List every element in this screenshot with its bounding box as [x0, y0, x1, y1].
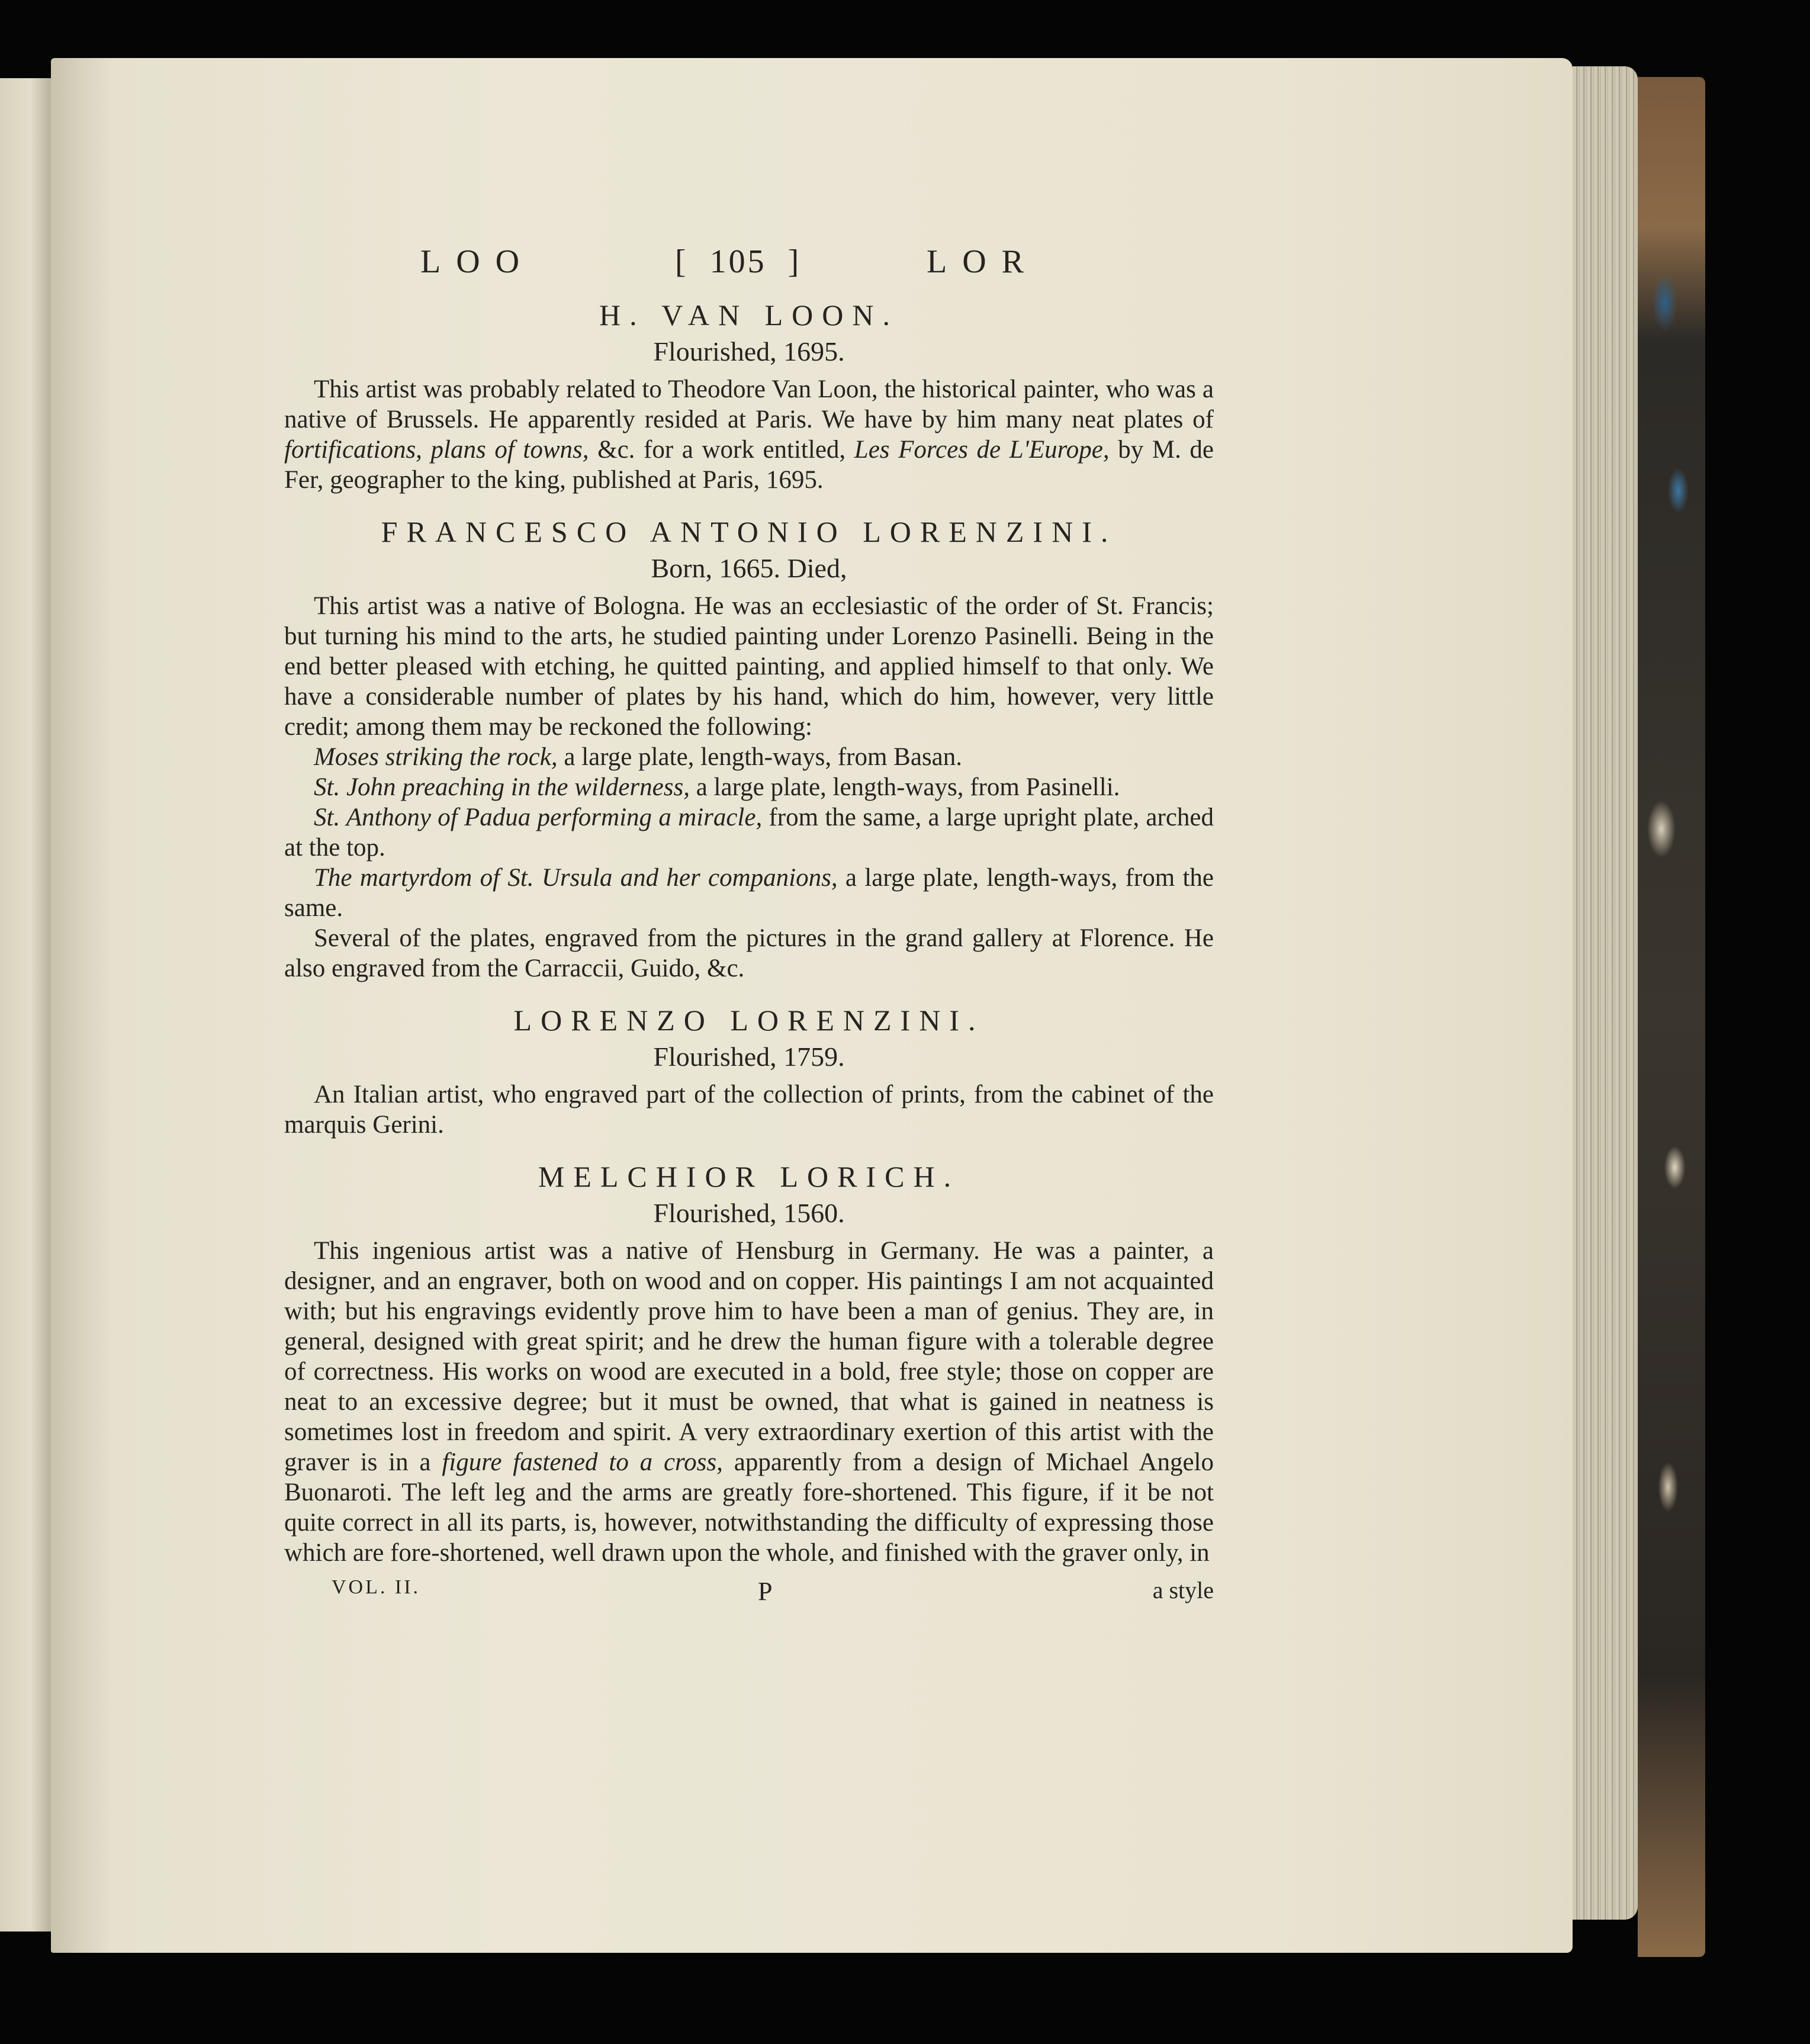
entry-date: Born, 1665. Died,	[651, 553, 847, 583]
signature-mark: P	[758, 1577, 773, 1606]
entry-date: Flourished, 1695.	[653, 336, 845, 367]
page-stack-edges	[1573, 66, 1638, 1920]
entry-paragraph: Several of the plates, engraved from the pictures in the grand gallery at Florence. He also engraved from the Carraccii, Guido, &c.	[284, 924, 1214, 982]
running-head-left: LOO	[420, 243, 535, 280]
page-text	[284, 243, 1214, 1612]
work-item: St. John preaching in the wilderness, a large plate, length-ways, from Pasinelli.	[314, 773, 1120, 801]
page-footer	[284, 1576, 1214, 1612]
entry-title: LORENZO LORENZINI.	[513, 1004, 985, 1037]
volume-marker: VOL. II.	[332, 1576, 421, 1598]
marbled-binding	[1638, 77, 1705, 1957]
work-item: St. Anthony of Padua performing a miracle, from the same, a large upright plate, arched at the top.	[284, 804, 1214, 862]
entry-date: Flourished, 1759.	[653, 1042, 845, 1072]
entry-title: FRANCESCO ANTONIO LORENZINI.	[381, 515, 1117, 548]
page-number: [ 105 ]	[675, 243, 802, 280]
entry-paragraph: This ingenious artist was a native of Hensburg in Germany. He was a painter, a designer, and an engraver, both on wood and on copper. His paintings I am not acquainted with; but his engravings evidently prove him to have been a man of genius. They are, in general, designed with great spirit; and he drew the human figure with a tolerable degree of correctness. His works on wood are executed in a bold, free style; those on copper are neat to an excessive degree; but it must be owned, that what is gained in neatness is sometimes lost in freedom and spirit. A very extraordinary exertion of this artist with the graver is in a figure fastened to a cross, apparently from a design of Michael Angelo Buonaroti. The left leg and the arms are greatly fore-shortened. This figure, if it be not quite correct in all its parts, is, however, notwithstanding the difficulty of expressing those which are fore-shortened, well drawn upon the whole, and finished with the graver only, in	[284, 1237, 1214, 1567]
catchword: a style	[1152, 1577, 1214, 1603]
running-head	[284, 243, 1214, 296]
entry-date: Flourished, 1560.	[653, 1198, 845, 1228]
work-item: Moses striking the rock, a large plate, length-ways, from Basan.	[314, 743, 963, 771]
entry-title: MELCHIOR LORICH.	[538, 1160, 960, 1193]
entry-paragraph: This artist was a native of Bologna. He was an ecclesiastic of the order of St. Francis; but turning his mind to the arts, he studied painting under Lorenzo Pasinelli. Being in the end better pleased with etching, he quitted painting, and applied himself to that only. We have a considerable number of plates by his hand, which do him, however, very little credit; among them may be reckoned the following:	[284, 592, 1214, 741]
entry-paragraph: This artist was probably related to Theodore Van Loon, the historical painter, who was a native of Brussels. He apparently resided at Paris. We have by him many neat plates of fortifications, plans of towns, &c. for a work entitled, Les Forces de L'Europe, by M. de Fer, geographer to the king, published at Paris, 1695.	[284, 375, 1214, 494]
running-head-right: LOR	[927, 243, 1039, 280]
work-item: The martyrdom of St. Ursula and her companions, a large plate, length-ways, from the same.	[284, 864, 1214, 922]
left-page-edge	[0, 78, 51, 1931]
entry-paragraph: An Italian artist, who engraved part of the collection of prints, from the cabinet of the marquis Gerini.	[284, 1081, 1214, 1139]
entry-title: H. VAN LOON.	[599, 298, 899, 332]
